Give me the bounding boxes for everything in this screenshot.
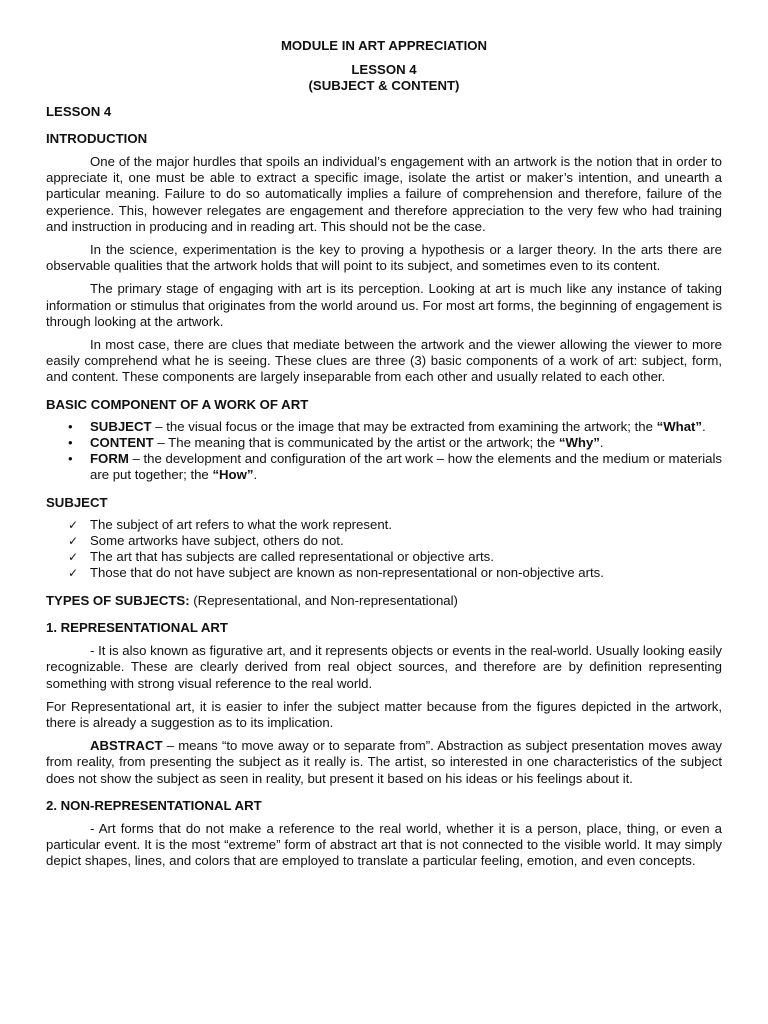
abstract-term: ABSTRACT [90, 738, 163, 754]
list-item [46, 549, 722, 565]
non-representational-heading: 2. NON-REPRESENTATIONAL ART [46, 797, 262, 813]
checklist-text: The subject of art refers to what the work represent. [90, 516, 392, 532]
non-representational-paragraph: - Art forms that do not make a reference to the real world, whether it is a person, place, thing, or even a particular event. It is the most “extreme” form of abstract art that is not connected to the visible world. It may simply depict shapes, lines, and colors that are employed to translate a particular feeling, emotion, and even concepts. [46, 820, 722, 869]
component-key: “How” [212, 467, 254, 483]
intro-paragraph-2: In the science, experimentation is the key to proving a hypothesis or a larger theory. In the arts there are observable qualities that the artwork holds that will point to its subject, and sometimes even to its content. [46, 242, 722, 274]
types-heading-line [46, 593, 722, 609]
component-text: – the visual focus or the image that may be extracted from examining the artwork; the [151, 418, 657, 434]
checklist-text: Some artworks have subject, others do not. [90, 533, 344, 549]
bullet-icon: • [68, 451, 73, 467]
component-key: “What” [656, 418, 703, 434]
types-heading: TYPES OF SUBJECTS: [46, 592, 190, 608]
component-term: FORM [90, 451, 129, 467]
component-term: CONTENT [90, 435, 154, 451]
abstract-text: – means “to move away or to separate from”. Abstraction as subject presentation moves away from reality, from presenting the subject as it really is. The artist, so interested in one characteristics of the subject does not show the subject as seen in reality, but present it based on his ideas or his feelings about it. [46, 738, 722, 786]
checkmark-icon: ✓ [68, 550, 79, 565]
checkmark-icon: ✓ [68, 517, 79, 532]
representational-heading: 1. REPRESENTATIONAL ART [46, 619, 228, 635]
intro-paragraph-3: The primary stage of engaging with art is its perception. Looking at art is much like any instance of taking information or stimulus that originates from the world around us. For most art forms, the beginning of engagement is through looking at the artwork. [46, 281, 722, 329]
lesson-number: LESSON 4 [351, 62, 417, 78]
list-item [46, 533, 722, 549]
subject-checklist [46, 517, 722, 582]
checkmark-icon: ✓ [68, 566, 79, 581]
checklist-text: The art that has subjects are called representational or objective arts. [90, 549, 494, 565]
component-text: – the development and configuration of the art work – how the elements and the medium or materials are put together; the [90, 451, 722, 483]
list-item [46, 517, 722, 533]
bullet-icon: • [68, 435, 73, 451]
list-item [46, 435, 722, 451]
basic-components-heading: BASIC COMPONENT OF A WORK OF ART [46, 396, 309, 412]
representational-paragraph-2: For Representational art, it is easier to infer the subject matter because from the figures depicted in the artwork, there is already a suggestion as to its implication. [46, 698, 722, 730]
module-title: MODULE IN ART APPRECIATION [280, 38, 488, 53]
list-item [46, 565, 722, 581]
subject-heading: SUBJECT [46, 494, 108, 510]
list-item [46, 419, 722, 435]
component-term: SUBJECT [90, 418, 152, 434]
abstract-paragraph [46, 738, 722, 787]
types-note: (Representational, and Non-representational) [189, 592, 458, 608]
lesson-heading: LESSON 4 [46, 103, 112, 119]
basic-components-list [46, 419, 722, 484]
component-end: . [702, 418, 706, 434]
component-key: “Why” [558, 435, 600, 451]
bullet-icon: • [68, 418, 73, 434]
intro-paragraph-1: One of the major hurdles that spoils an individual’s engagement with an artwork is the notion that in order to appreciate it, one must be able to extract a specific image, isolate the artist or maker’s intention, and unearth a particular meaning. Failure to do so automatically implies a failure of comprehension and therefore, failure of the experience. This, however relegates are engagement and therefore appreciation to the very few who had training and instruction in producing and in reading art. This should not be the case. [46, 154, 722, 234]
component-end: . [599, 435, 604, 451]
checkmark-icon: ✓ [68, 534, 79, 549]
component-end: . [253, 467, 258, 483]
lesson-subtitle: (SUBJECT & CONTENT) [308, 78, 460, 94]
checklist-text: Those that do not have subject are known as non-representational or non-objective arts. [90, 565, 604, 581]
component-text: – The meaning that is communicated by the artist or the artwork; the [153, 435, 559, 451]
representational-paragraph-1: - It is also known as figurative art, and it represents objects or events in the real-world. Usually looking easily recognizable. These are clearly derived from real object sources, and therefore are by definition representing something with strong visual reference to the real world. [46, 643, 722, 691]
list-item [46, 451, 722, 483]
intro-paragraph-4: In most case, there are clues that mediate between the artwork and the viewer allowing the viewer to more easily comprehend what he is seeing. These clues are three (3) basic components of a work of art: subject, form, and content. These components are largely inseparable from each other and usually related to each other. [46, 337, 722, 385]
introduction-heading: INTRODUCTION [46, 130, 148, 146]
